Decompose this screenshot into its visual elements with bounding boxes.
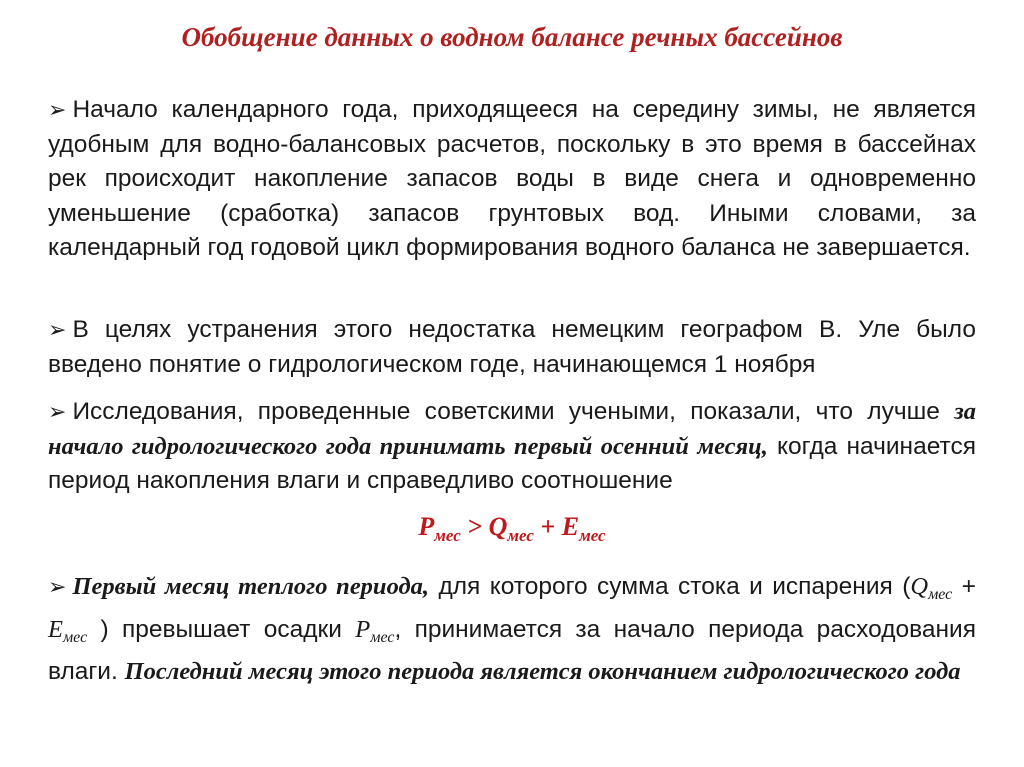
- arrow-bullet-icon: ➢: [48, 574, 67, 599]
- emphasis-text: Первый месяц теплого периода,: [72, 573, 430, 600]
- formula-e: E: [561, 512, 580, 541]
- symbol-subscript: мес: [928, 586, 953, 603]
- symbol-p: P: [355, 615, 371, 643]
- arrow-bullet-icon: ➢: [48, 399, 67, 424]
- formula-subscript: мес: [579, 526, 606, 545]
- formula-gt: >: [460, 512, 489, 541]
- arrow-bullet-icon: ➢: [48, 97, 67, 122]
- symbol-e: E: [48, 615, 63, 643]
- emphasis-text: Последний месяц этого периода является окончанием гидрологического года: [124, 658, 961, 685]
- formula-p: P: [418, 512, 435, 541]
- slide-title: Обобщение данных о водном балансе речных бассейнов: [181, 22, 843, 52]
- paragraph-text: для которого сумма стока и испарения (: [429, 573, 911, 600]
- formula-plus: +: [533, 512, 562, 541]
- symbol-subscript: мес: [370, 628, 395, 646]
- paragraph-text: В целях устранения этого недостатка немецким географом В. Уле было введено понятие о гидрологическом годе, начинающемся 1 ноября: [48, 316, 976, 378]
- paragraph-ule: [48, 313, 976, 382]
- paragraph-text: Исследования, проведенные советскими учеными, показали, что лучше: [72, 398, 955, 425]
- formula-q: Q: [488, 512, 508, 541]
- paragraph-calendar-year: [48, 93, 976, 266]
- paragraph-text: когда начинается период накопления влаги и справедливо соотношение: [48, 432, 976, 494]
- symbol-subscript: мес: [62, 628, 88, 646]
- paragraph-text: ) превышает осадки: [87, 615, 356, 643]
- emphasis-text: за начало гидрологического года принимать первый осенний месяц,: [48, 398, 976, 460]
- paragraph-text: +: [952, 573, 976, 600]
- arrow-bullet-icon: ➢: [48, 317, 67, 342]
- symbol-q: Q: [910, 573, 929, 600]
- paragraph-text: Начало календарного года, приходящееся на середину зимы, не является удобным для водно-балансовых расчетов, поскольку в это время в бассейнах рек происходит накопление запасов воды в виде снега и одновременно уменьшение (сработка) запасов грунтовых вод. Иными словами, за календарный год годовой цикл формирования водного баланса не завершается.: [48, 96, 976, 261]
- formula-subscript: мес: [434, 526, 461, 545]
- paragraph-text: , принимается за начало периода расходования влаги.: [48, 615, 976, 685]
- paragraph-research: [48, 395, 976, 499]
- balance-formula: [0, 512, 1024, 546]
- formula-subscript: мес: [507, 526, 534, 545]
- paragraph-warm-period: [48, 570, 976, 690]
